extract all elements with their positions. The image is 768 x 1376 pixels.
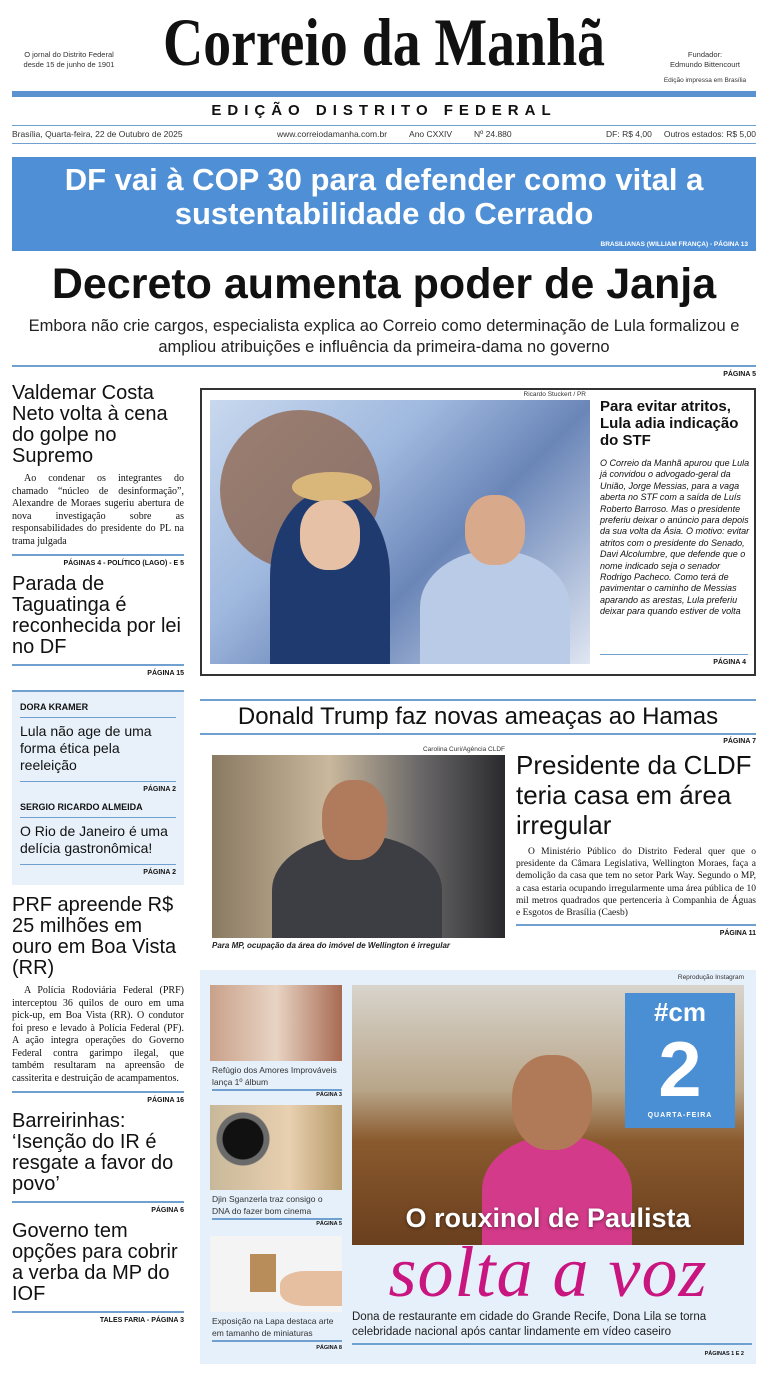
lead-headline[interactable]: Decreto aumenta poder de Janja: [51, 260, 717, 308]
photo-caption: Para MP, ocupação da área do imóvel de Wellington é irregular: [212, 941, 450, 950]
barreirinhas-page: PÁGINA 6: [151, 1207, 184, 1214]
site-link[interactable]: www.correiodamanha.com.br: [276, 129, 388, 139]
barreirinhas-headline[interactable]: Barreirinhas: ‘Isenção do IR é resgate a favor do povo’: [12, 1110, 174, 1195]
edition-label: EDIÇÃO DISTRITO FEDERAL: [211, 102, 557, 119]
cm2-badge: [625, 993, 735, 1128]
thumb-photo-miniature[interactable]: [210, 1236, 342, 1312]
columns-panel: [12, 690, 184, 885]
price-df: DF: R$ 4,00: [606, 129, 652, 139]
banner[interactable]: [12, 157, 756, 251]
divider: [600, 654, 748, 655]
lula-photo[interactable]: [210, 400, 590, 664]
column-page: PÁGINA 2: [143, 786, 176, 793]
governo-page: TALES FARIA - PÁGINA 3: [99, 1317, 184, 1324]
cldf-body: O Ministério Público do Distrito Federal quer que o presidente da Câmara Legislativa, Wellington Moraes, faça a demolição da casa que tem no setor Park Way. Segundo o MP, a casa estaria ocupando irregularmente uma área pública de 10 mil metros quadrados que pertenceria à Companhia de Águas e Esgotos de Brasília (Caesb): [516, 847, 756, 919]
cm2-headline[interactable]: solta a voz: [388, 1232, 708, 1312]
thumb-caption[interactable]: Djin Sganzerla traz consigo o DNA do fazer bom cinema: [212, 1193, 342, 1220]
divider: [12, 1311, 184, 1313]
year: Ano CXXIV: [409, 129, 453, 139]
thumb-page: PÁGINA 3: [316, 1092, 342, 1098]
issue-number: Nº 24.880: [474, 129, 512, 139]
column-author: DORA KRAMER: [20, 702, 89, 712]
masthead-bar: [12, 91, 756, 97]
cldf-text: [516, 750, 756, 938]
thumb-caption[interactable]: Refúgio dos Amores Improváveis lança 1º álbum: [212, 1064, 342, 1091]
divider: [516, 924, 756, 926]
lead-subhead: Embora não crie cargos, especialista explica ao Correio como determinação de Lula formalizou e ampliou atribuições e influência da primeira-dama no governo: [28, 317, 740, 356]
photo-credit: Ricardo Stuckert / PR: [523, 391, 586, 398]
banner-headline: DF vai à COP 30 para defender como vital a sustentabilidade do Cerrado: [64, 162, 704, 231]
date: Brasília, Quarta-feira, 22 de Outubro de 2025: [12, 129, 183, 139]
governo-headline[interactable]: Governo tem opções para cobrir a verba da MP do IOF: [12, 1220, 178, 1305]
price-other: Outros estados: R$ 5,00: [663, 129, 756, 139]
valdemar-page: PÁGINAS 4 - POLÍTICO (LAGO) - E 5: [63, 560, 184, 567]
divider: [12, 1201, 184, 1203]
thumb-page: PÁGINA 5: [316, 1221, 342, 1227]
prf-body: A Polícia Rodoviária Federal (PRF) interceptou 36 quilos de ouro em uma pick-up, em Boa Vista (RR). O condutor foi preso e levado à Polícia Federal (PF). A ação integra operações do Governo Federal contra garimpo ilegal, que também resultaram na apreensão de cassiterita e destruição de acampamentos.: [12, 985, 184, 1084]
parada-page: PÁGINA 15: [147, 670, 184, 677]
prf-page: PÁGINA 16: [147, 1097, 184, 1104]
stf-body: O Correio da Manhã apurou que Lula já convidou o advogado-geral da União, Jorge Messias, para a vaga aberta no STF com a saída de Luís Roberto Barroso. Mas o presidente preferiu deixar o anúncio para depois da sua volta da Ásia. O motivo: evitar atritos com o presidente do Senado, Davi Alcolumbre, que defende que o nome indicado seja o senador Rodrigo Pacheco. Como terá de pavimentar o caminho de Messias aparando as arestas, Lula preferiu deixar para quando estiver de volta: [600, 458, 750, 617]
stf-text: [600, 398, 752, 618]
cldf-photo[interactable]: [212, 755, 505, 938]
cm2-page: PÁGINAS 1 E 2: [704, 1351, 744, 1357]
column-title[interactable]: O Rio de Janeiro é uma delícia gastronômica!: [20, 823, 168, 856]
parada-headline[interactable]: Parada de Taguatinga é reconhecida por lei no DF: [12, 573, 181, 658]
trump-headline[interactable]: Donald Trump faz novas ameaças ao Hamas: [200, 699, 756, 735]
column-author: SERGIO RICARDO ALMEIDA: [20, 802, 143, 812]
masthead-tagline: O jornal do Distrito Federal desde 15 de junho de 1901: [23, 50, 115, 69]
valdemar-body: Ao condenar os integrantes do chamado “núcleo de desinformação”, Alexandre de Moraes sugeriu abertura de nova investigação sobre as responsabilidades do presidente do PL na trama julgada: [12, 473, 184, 547]
info-bar: [12, 125, 756, 144]
badge-day: QUARTA-FEIRA: [647, 1112, 713, 1119]
stf-story: [200, 388, 756, 676]
masthead-founder: Fundador: Edmundo Bittencourt Edição impressa em Brasília: [663, 50, 747, 84]
cldf-headline[interactable]: Presidente da CLDF teria casa em área irregular: [516, 750, 752, 840]
thumb-photo-band[interactable]: [210, 985, 342, 1061]
divider: [12, 554, 184, 556]
prf-headline[interactable]: PRF apreende R$ 25 milhões em ouro em Boa Vista (RR): [12, 894, 177, 979]
photo-credit: Carolina Curi/Agência CLDF: [422, 746, 505, 753]
masthead-logo: Correio da Manhã: [163, 4, 605, 80]
column-page: PÁGINA 2: [143, 869, 176, 876]
divider: [12, 365, 756, 367]
thumb-photo-camera[interactable]: [210, 1105, 342, 1190]
thumb-page: PÁGINA 8: [316, 1345, 342, 1351]
trump-page: PÁGINA 7: [723, 738, 756, 745]
cm2-panel: [200, 970, 756, 1364]
photo-credit: Reprodução Instagram: [677, 974, 744, 981]
stf-page: PÁGINA 4: [713, 659, 746, 666]
left-column: [12, 383, 184, 1325]
column-title[interactable]: Lula não age de uma forma ética pela reeleição: [20, 723, 152, 773]
stf-headline[interactable]: Para evitar atritos, Lula adia indicação do STF: [600, 398, 739, 449]
cm2-kicker[interactable]: O rouxinol de Paulista: [405, 1203, 691, 1233]
badge-hash: #cm: [653, 997, 707, 1027]
banner-ref: BRASILIANAS (WILLIAM FRANÇA) - PÁGINA 13: [600, 241, 748, 248]
divider: [12, 1091, 184, 1093]
thumb-caption[interactable]: Exposição na Lapa destaca arte em tamanho de miniaturas: [212, 1315, 342, 1342]
cldf-page: PÁGINA 11: [719, 930, 756, 938]
badge-number: 2: [658, 1025, 702, 1113]
lead-page: PÁGINA 5: [723, 371, 756, 378]
valdemar-headline[interactable]: Valdemar Costa Neto volta à cena do golpe no Supremo: [12, 382, 168, 467]
divider: [12, 664, 184, 666]
cm2-body: Dona de restaurante em cidade do Grande Recife, Dona Lila se torna celebridade nacional após cantar lindamente em vídeo caseiro: [352, 1310, 752, 1345]
